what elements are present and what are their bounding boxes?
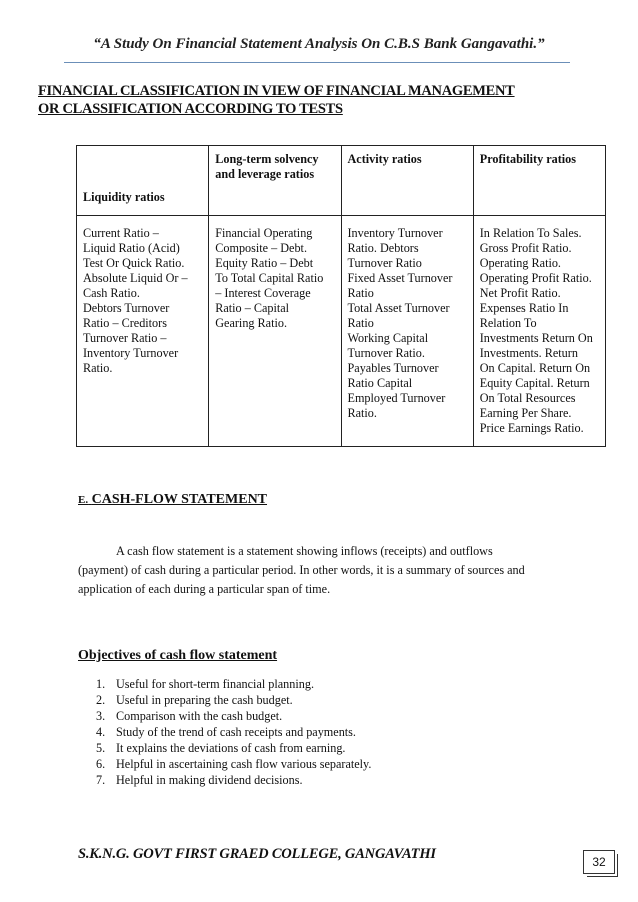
list-item: Helpful in ascertaining cash flow various separately. (116, 757, 372, 771)
table-row (77, 216, 606, 447)
cell-activity (341, 216, 473, 447)
cell-line: Expenses Ratio In (479, 301, 569, 315)
cashflow-heading (78, 492, 267, 508)
header-activity-ratios: Activity ratios (341, 146, 473, 216)
objectives-list (78, 676, 371, 788)
paragraph-line-3: application of each during a particular span of time. (78, 582, 331, 596)
cell-line: – Interest Coverage (215, 286, 311, 300)
cell-line: On Capital. Return On (479, 361, 591, 375)
cell-line: In Relation To Sales. (479, 226, 582, 240)
section-title-line-2: OR CLASSIFICATION ACCORDING TO TESTS (38, 101, 343, 117)
table-header-row (77, 146, 606, 216)
cell-line: Current Ratio – (83, 226, 159, 240)
cell-line: Turnover Ratio – (83, 331, 167, 345)
cell-line: On Total Resources (479, 391, 576, 405)
cell-line: Ratio. Debtors (347, 241, 419, 255)
cell-line: Investments Return On (479, 331, 593, 345)
list-item: Helpful in making dividend decisions. (116, 773, 303, 787)
section-title (38, 82, 515, 118)
header-longterm-line-1: Long-term solvency (215, 152, 319, 166)
objectives-heading: Objectives of cash flow statement (78, 648, 278, 663)
cell-line: Cash Ratio. (83, 286, 140, 300)
cell-line: Employed Turnover (347, 391, 446, 405)
running-footer: S.K.N.G. GOVT FIRST GRAED COLLEGE, GANGAVATHI (78, 846, 436, 862)
list-item: Comparison with the cash budget. (116, 709, 283, 723)
cell-line: Turnover Ratio. (347, 346, 425, 360)
cell-line: Net Profit Ratio. (479, 286, 561, 300)
cell-line: Fixed Asset Turnover (347, 271, 453, 285)
cell-line: To Total Capital Ratio (215, 271, 324, 285)
header-profitability-ratios: Profitability ratios (473, 146, 605, 216)
cell-line: Financial Operating (215, 226, 313, 240)
running-header: “A Study On Financial Statement Analysis On C.B.S Bank Gangavathi.” (93, 36, 545, 52)
cell-line: Debtors Turnover (83, 301, 170, 315)
page-number: 32 (583, 850, 615, 874)
cell-line: Ratio Capital (347, 376, 413, 390)
cashflow-paragraph (78, 542, 558, 599)
cell-line: Ratio – Capital (215, 301, 290, 315)
cell-line: Investments. Return (479, 346, 578, 360)
cell-line: Earning Per Share. (479, 406, 572, 420)
list-item: Study of the trend of cash receipts and payments. (116, 725, 356, 739)
cell-line: Ratio (347, 286, 374, 300)
cell-line: Ratio (347, 316, 374, 330)
cell-profitability (473, 216, 605, 447)
header-longterm-ratios (209, 146, 341, 216)
paragraph-line-1: A cash flow statement is a statement showing inflows (receipts) and outflows (116, 544, 493, 558)
cell-longterm (209, 216, 341, 447)
cell-line: Payables Turnover (347, 361, 439, 375)
cell-line: Ratio – Creditors (83, 316, 167, 330)
cell-line: Composite – Debt. (215, 241, 307, 255)
ratio-classification-table (76, 145, 606, 447)
cell-line: Working Capital (347, 331, 429, 345)
cell-line: Total Asset Turnover (347, 301, 450, 315)
list-item: Useful for short-term financial planning. (116, 677, 314, 691)
cell-line: Inventory Turnover (347, 226, 443, 240)
cell-line: Relation To (479, 316, 537, 330)
cell-line: Gross Profit Ratio. (479, 241, 572, 255)
cell-line: Liquid Ratio (Acid) (83, 241, 180, 255)
cell-line: Operating Profit Ratio. (479, 271, 592, 285)
cell-line: Price Earnings Ratio. (479, 421, 584, 435)
section-title-line-1: FINANCIAL CLASSIFICATION IN VIEW OF FINANCIAL MANAGEMENT (38, 83, 515, 99)
cell-line: Turnover Ratio (347, 256, 422, 270)
cell-line: Absolute Liquid Or – (83, 271, 188, 285)
cell-line: Test Or Quick Ratio. (83, 256, 185, 270)
header-divider (64, 62, 570, 63)
header-liquidity-ratios: Liquidity ratios (77, 146, 209, 216)
cell-line: Gearing Ratio. (215, 316, 288, 330)
cell-line: Operating Ratio. (479, 256, 561, 270)
cell-line: Inventory Turnover (83, 346, 179, 360)
paragraph-line-2: (payment) of cash during a particular period. In other words, it is a summary of sources and (78, 563, 525, 577)
list-item: It explains the deviations of cash from earning. (116, 741, 346, 755)
header-longterm-line-2: and leverage ratios (215, 167, 315, 181)
cashflow-heading-text: CASH-FLOW STATEMENT (91, 492, 268, 507)
cell-line: Equity Capital. Return (479, 376, 590, 390)
cashflow-heading-prefix: E. (78, 494, 89, 506)
list-item: Useful in preparing the cash budget. (116, 693, 293, 707)
cell-line: Equity Ratio – Debt (215, 256, 314, 270)
cell-line: Ratio. (83, 361, 113, 375)
cell-liquidity (77, 216, 209, 447)
cell-line: Ratio. (347, 406, 377, 420)
